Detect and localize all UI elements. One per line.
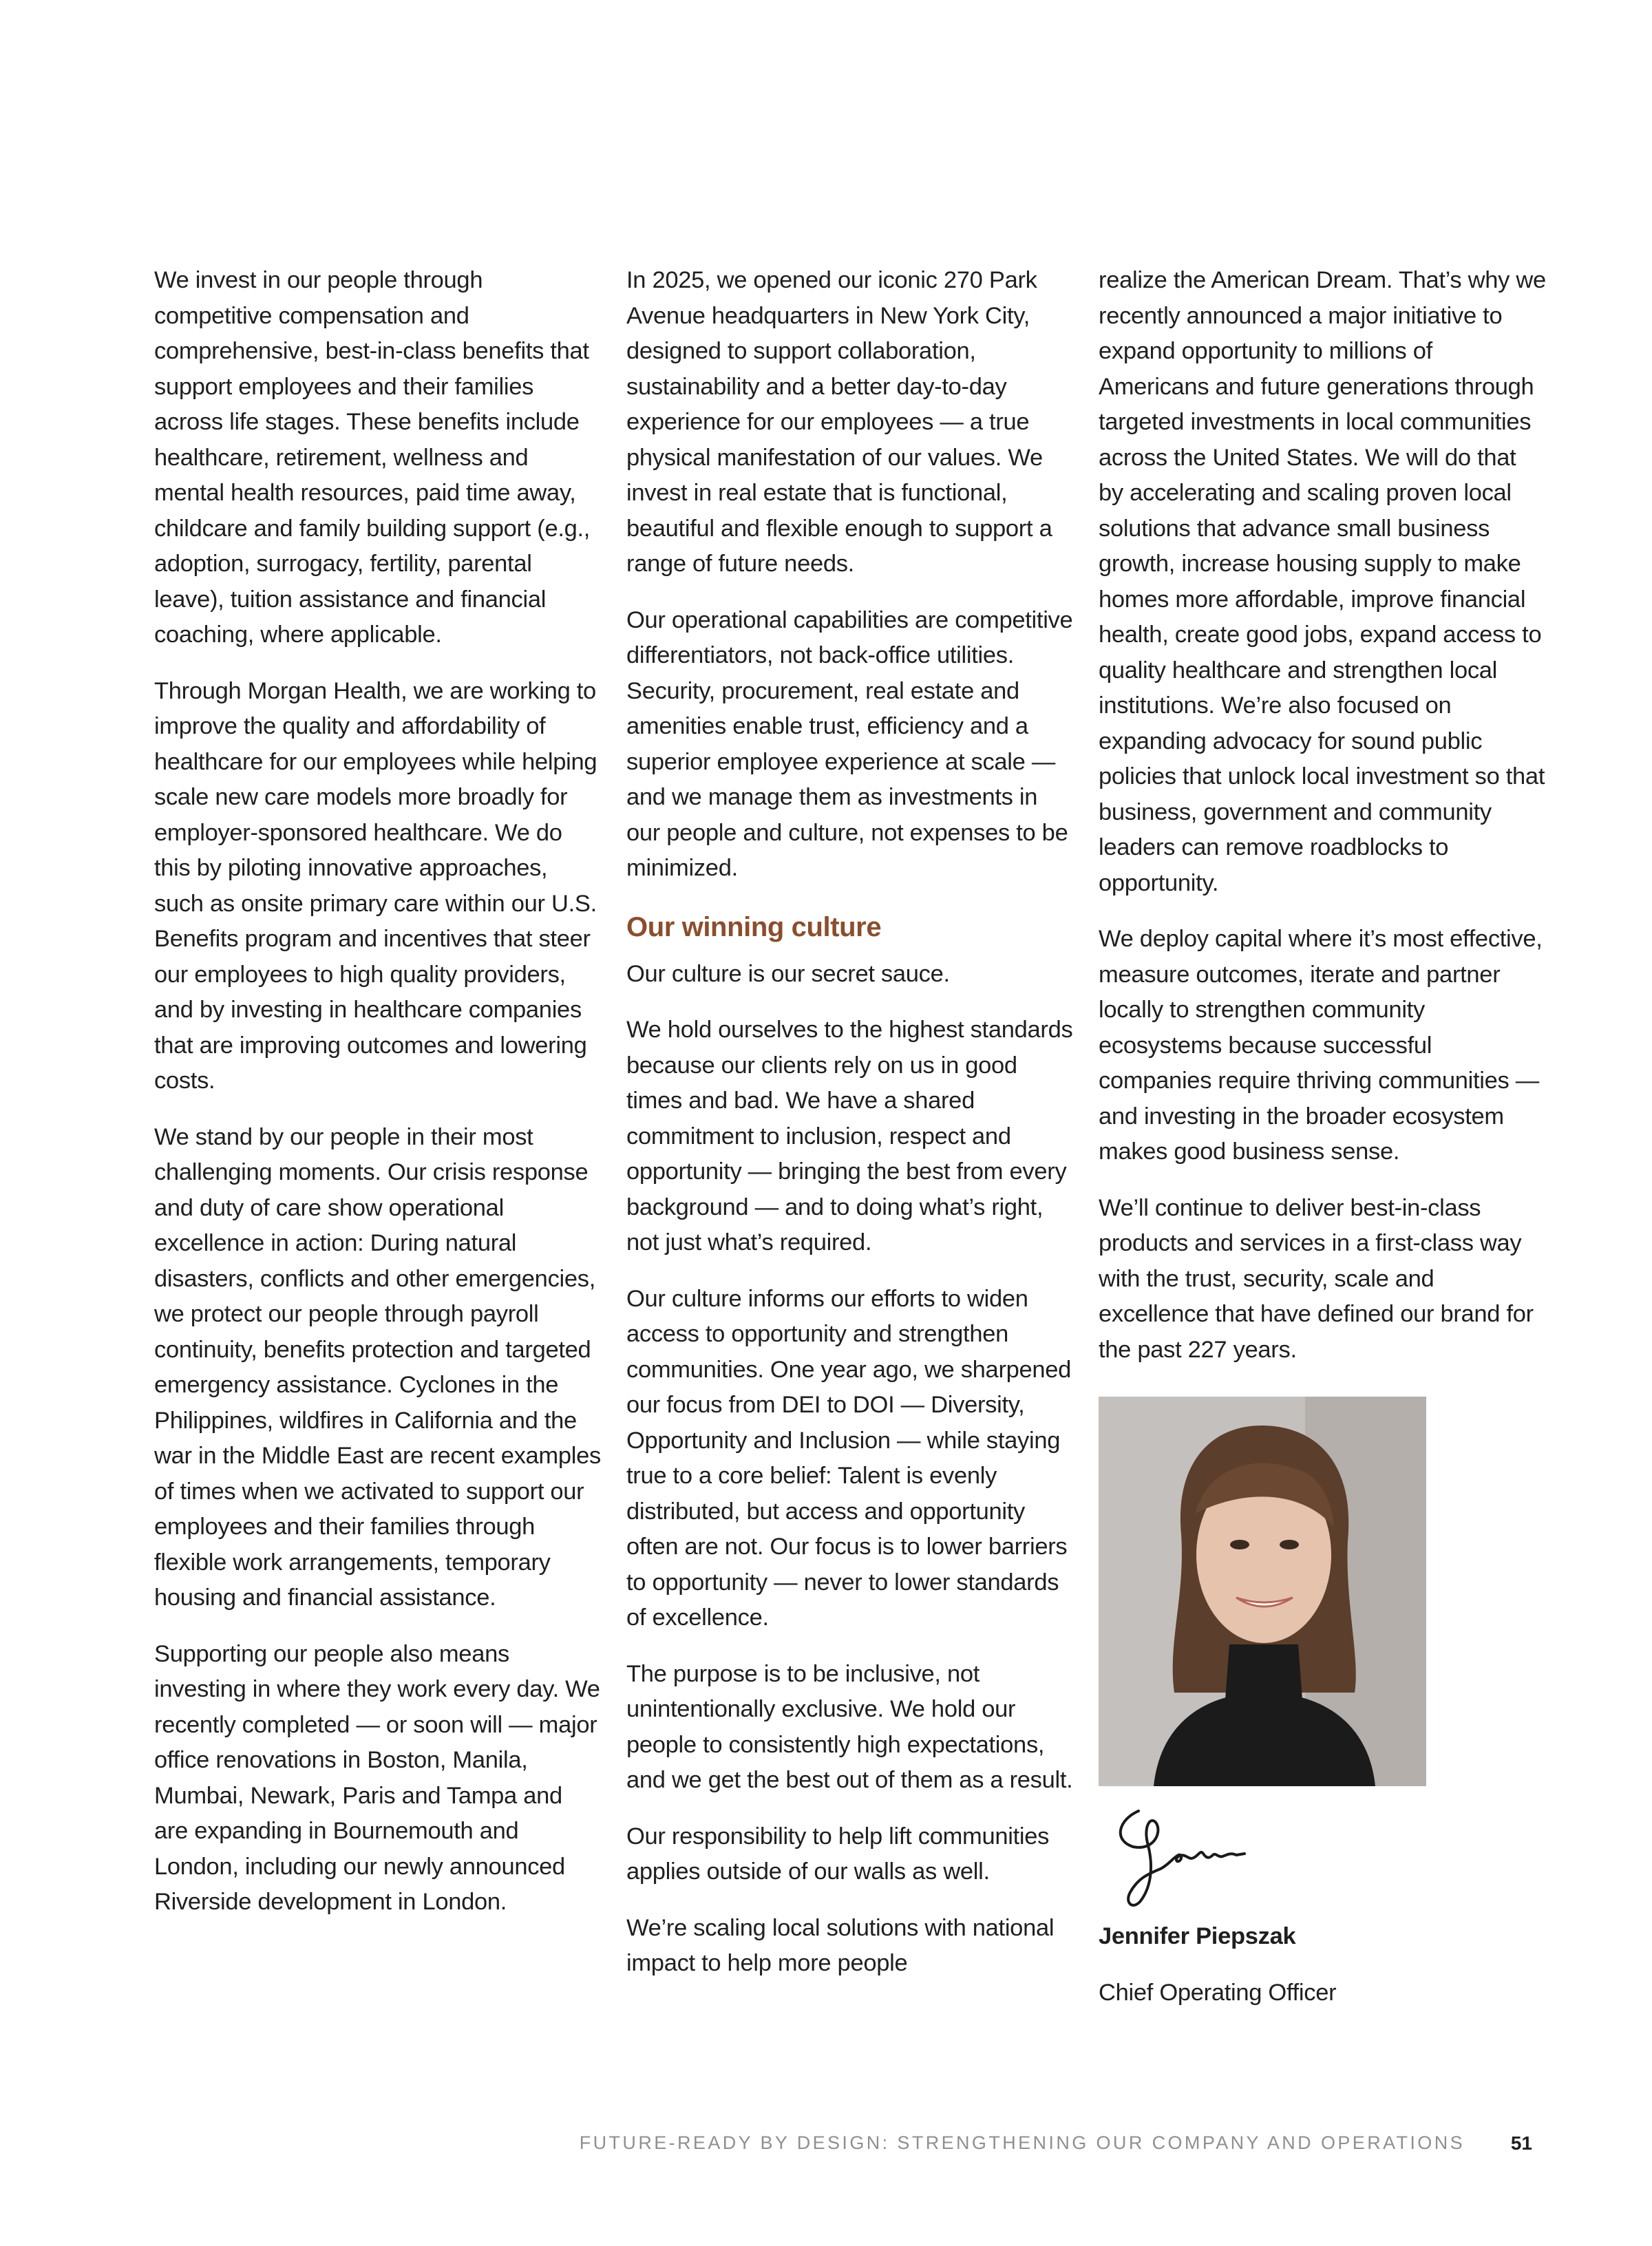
paragraph-standards: We hold ourselves to the highest standards because our clients rely on us in good times and bad. We have a shared commitment to inclusion, respect and opportunity — bringing the best from every background — and to doing what’s right, not just what’s required. [626,1017,1073,1256]
signatory-title: Chief Operating Officer [1099,1979,1337,2006]
paragraph-responsibility: Our responsibility to help lift communities applies outside of our walls as well. [626,1823,1050,1885]
paragraph-benefits: We invest in our people through competitive compensation and comprehensive, best-in-class benefits that support employees and their families across life stages. These benefits include healthcare, retirement, wellness and mental health resources, paid time away, childcare and family building support (e.g., adoption, surrogacy, fertility, parental leave), tuition assistance and financial coaching, where applicable. [154,267,591,648]
paragraph-headquarters: In 2025, we opened our iconic 270 Park Avenue headquarters in New York City, designed to support collaboration, sustainability and a better day-to-day experience for our employees — a true physical manifestation of our values. We invest in real estate that is functional, beautiful and flexible enough to support a range of future needs. [626,267,1052,577]
signatory-name: Jennifer Piepszak [1099,1923,1296,1949]
column-left [154,263,602,1941]
page-number: 51 [1510,2132,1532,2154]
paragraph-deploy-capital: We deploy capital where it’s most effective, measure outcomes, iterate and partner locally to strengthen community ecosystems because successful companies require thriving communities — and investing in the broader ecosystem makes good business sense. [1099,926,1543,1165]
paragraph-scaling: We’re scaling local solutions with national impact to help more people [626,1914,1055,1976]
paragraph-office-renovations: Supporting our people also means investing in where they work every day. We recently completed — or soon will — major office renovations in Boston, Manila, Mumbai, Newark, Paris and Tampa and are expanding in Bournemouth and London, including our newly announced Riverside development in London. [154,1640,600,1915]
paragraph-purpose: The purpose is to be inclusive, not unintentionally exclusive. We hold our people to consistently high expectations, and we get the best out of them as a result. [626,1660,1073,1793]
paragraph-morgan-health: Through Morgan Health, we are working to improve the quality and affordability of healthcare for our employees while helping scale new care models more broadly for employer-sponsored healthcare. We do this by piloting innovative approaches, such as onsite primary care within our U.S. Benefits program and incentives that steer our employees to high quality providers, and by investing in healthcare companies that are improving outcomes and lowering costs. [154,677,597,1094]
paragraph-doi: Our culture informs our efforts to widen access to opportunity and strengthen communities. One year ago, we sharpened our focus from DEI to DOI — Diversity, Opportunity and Inclusion — while staying true to a core belief: Talent is evenly distributed, but access and opportunity often are not. Our focus is to lower barriers to opportunity — never to lower standards of excellence. [626,1285,1072,1631]
signature-image [1085,1792,1291,1916]
paragraph-american-dream: realize the American Dream. That’s why we recently announced a major initiative to expand opportunity to millions of Americans and future generations through targeted investments in local communities across the United States. We will do that by accelerating and scaling proven local solutions that advance small business growth, increase housing supply to make homes more affordable, improve financial health, create good jobs, expand access to quality healthcare and strengthen local institutions. We’re also focused on expanding advocacy for sound public policies that unlock local investment so that business, government and community leaders can remove roadblocks to opportunity. [1099,267,1546,896]
paragraph-best-in-class: We’ll continue to deliver best-in-class products and services in a first-class way with the trust, security, scale and excellence that have defined our brand for the past 227 years. [1099,1194,1534,1363]
portrait-illustration [1099,1397,1426,1786]
column-middle [626,263,1074,2002]
page-footer [0,2132,1652,2160]
column-right [1099,263,1546,2031]
paragraph-operational-capabilities: Our operational capabilities are competitive differentiators, not back-office utilities. Security, procurement, real estate and amenities enable trust, efficiency and a superior employee experience at scale — and we manage them as investments in our people and culture, not expenses to be minimized. [626,606,1073,881]
section-heading-culture: Our winning culture [626,911,882,942]
paragraph-secret-sauce: Our culture is our secret sauce. [626,960,950,987]
executive-portrait [1099,1397,1426,1786]
footer-section-title: FUTURE-READY BY DESIGN: STRENGTHENING OUR COMPANY AND OPERATIONS [579,2132,1465,2153]
paragraph-crisis-response: We stand by our people in their most challenging moments. Our crisis response and duty of care show operational excellence in action: During natural disasters, conflicts and other emergencies, we protect our people through payroll continuity, benefits protection and targeted emergency assistance. Cyclones in the Philippines, wildfires in California and the war in the Middle East are recent examples of times when we activated to support our employees and their families through flexible work arrangements, temporary housing and financial assistance. [154,1123,601,1611]
